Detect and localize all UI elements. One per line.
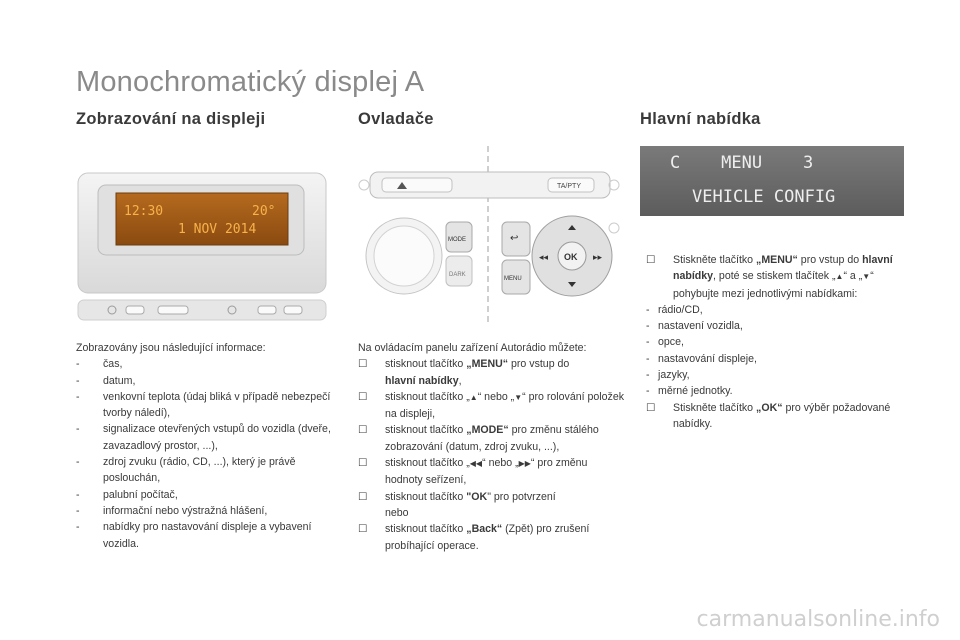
display-temp: 20°	[252, 204, 276, 219]
display-info-item-text: venkovní teplota (údaj bliká v případě nebezpečí tvorby náledí),	[103, 390, 331, 420]
checkbox-bullet-icon: ☐	[358, 457, 368, 470]
main-menu-item-ok: ☐ Stiskněte tlačítko „OK“ pro výběr požadované nabídky.	[646, 401, 891, 430]
screen-line-2: VEHICLE CONFIG	[692, 187, 836, 207]
display-info-item	[76, 487, 336, 503]
checkbox-bullet-icon: ☐	[646, 401, 656, 414]
display-info-item	[76, 356, 336, 372]
main-menu-list	[646, 252, 904, 432]
controls-item-ok: ☐ stisknout tlačítko "OK" pro potvrzení nebo	[358, 490, 556, 519]
forward-icon: ▶▶	[518, 459, 531, 469]
menu-button-label: MENU	[504, 276, 522, 282]
display-info-item	[76, 503, 336, 519]
display-info-item-text: palubní počítač,	[103, 488, 178, 501]
watermark: carmanualsonline.info	[696, 607, 940, 632]
dash-marker: -	[76, 374, 80, 387]
main-menu-text	[646, 252, 904, 432]
rewind-icon: ◀◀	[469, 459, 483, 469]
display-info-item-text: signalizace otevřených vstupů do vozidla (dveře, zavazadlový prostor, ...),	[103, 423, 331, 452]
dash-marker: -	[76, 488, 80, 501]
checkbox-bullet-icon: ☐	[358, 424, 368, 437]
dash-marker: -	[76, 390, 80, 403]
display-info-item-text: zdroj zvuku (rádio, CD, ...), který je právě poslouchán,	[103, 456, 296, 485]
submenu-item-text: rádio/CD,	[658, 303, 703, 316]
checkbox-bullet-icon: ☐	[358, 358, 368, 371]
checkbox-bullet-icon: ☐	[358, 523, 368, 536]
controls-item-menu: ☐ stisknout tlačítko „MENU“ pro vstup do hlavní nabídky,	[358, 358, 570, 387]
submenu-item	[646, 334, 904, 350]
display-info-item-text: datum,	[103, 374, 136, 387]
menu-screen-illustration	[640, 146, 904, 216]
dark-button-label: DARK	[449, 272, 466, 278]
checkbox-bullet-icon: ☐	[358, 490, 368, 503]
controls-item-adjust: ☐ stisknout tlačítko „◀◀“ nebo „▶▶“ pro změnu hodnoty seřízení,	[358, 457, 588, 487]
display-info-item	[76, 454, 336, 487]
display-info-item-text: čas,	[103, 358, 123, 371]
checkbox-bullet-icon: ☐	[646, 254, 656, 266]
display-info-item	[76, 519, 336, 552]
display-info-item	[76, 389, 336, 422]
rewind-icon: ◂◂	[539, 252, 549, 262]
ta-pty-label: TA/PTY	[557, 183, 581, 190]
back-icon: ↩	[510, 233, 519, 244]
submenu-item	[646, 302, 904, 318]
submenu-item	[646, 318, 904, 334]
display-info-text	[76, 340, 336, 552]
submenu-item-text: měrné jednotky.	[658, 385, 733, 398]
submenu-item	[646, 383, 904, 399]
display-intro: Zobrazovány jsou následující informace:	[76, 342, 266, 354]
display-info-item-text: informační nebo výstražná hlášení,	[103, 504, 268, 517]
display-date: 1 NOV 2014	[178, 222, 257, 237]
display-time: 12:30	[124, 204, 164, 219]
section-heading-display: Zobrazování na displeji	[76, 110, 266, 128]
mode-button-label: MODE	[448, 237, 466, 243]
display-info-list	[76, 356, 336, 552]
controls-list	[358, 356, 628, 554]
submenu-item-text: nastavování displeje,	[658, 352, 757, 365]
submenu-item-text: nastavení vozidla,	[658, 320, 743, 333]
dash-marker: -	[76, 521, 80, 534]
ok-button-label: OK	[564, 252, 578, 262]
dash-marker: -	[76, 456, 80, 469]
display-info-item	[76, 421, 336, 454]
controls-item-mode: ☐ stisknout tlačítko „MODE“ pro změnu stálého zobrazování (datum, zdroj zvuku, ...),	[358, 424, 599, 453]
dash-marker: -	[76, 423, 80, 436]
down-arrow-icon: ▼	[514, 392, 523, 402]
up-arrow-icon: ▲	[469, 392, 478, 402]
forward-icon: ▸▸	[593, 252, 603, 262]
dash-marker: -	[646, 385, 650, 398]
section-heading-controls: Ovladače	[358, 110, 434, 128]
display-illustration	[72, 165, 332, 325]
submenu-item	[646, 367, 904, 383]
up-arrow-icon: ▲	[835, 272, 844, 282]
submenu-item-text: jazyky,	[658, 369, 690, 382]
controls-text	[358, 340, 628, 554]
submenu-item-text: opce,	[658, 336, 684, 349]
page-title: Monochromatický displej A	[76, 66, 425, 98]
section-heading-main-menu: Hlavní nabídka	[640, 110, 761, 128]
submenu-item	[646, 351, 904, 367]
dash-marker: -	[646, 303, 650, 316]
controls-item-scroll: ☐ stisknout tlačítko „▲“ nebo „▼“ pro rolování položek na displeji,	[358, 390, 625, 421]
control-panel-illustration	[352, 146, 624, 326]
dash-marker: -	[76, 504, 80, 517]
dash-marker: -	[646, 336, 650, 349]
main-menu-item-menu: ☐ Stiskněte tlačítko „MENU“ pro vstup do hlavní nabídky, poté se stiskem tlačítek „▲“ a „▼“ pohybujte mezi jednotlivými nabídkami: - rádio/CD, - nastavení vozidla, - opce, - nastavování displeje, - jazyky, - měrné jednotky.	[646, 252, 904, 400]
display-info-item-text: nabídky pro nastavování displeje a vybavení vozidla.	[103, 521, 312, 550]
down-arrow-icon: ▼	[862, 272, 871, 282]
submenu-list	[646, 302, 904, 400]
dash-marker: -	[646, 352, 650, 365]
display-info-item	[76, 373, 336, 389]
controls-item-back: ☐ stisknout tlačítko „Back“ (Zpět) pro zrušení probíhající operace.	[358, 523, 590, 552]
dash-marker: -	[646, 369, 650, 382]
checkbox-bullet-icon: ☐	[358, 390, 368, 403]
dash-marker: -	[76, 358, 80, 371]
controls-intro: Na ovládacím panelu zařízení Autorádio můžete:	[358, 342, 587, 354]
screen-line-1: C MENU 3	[670, 153, 814, 173]
dash-marker: -	[646, 320, 650, 333]
